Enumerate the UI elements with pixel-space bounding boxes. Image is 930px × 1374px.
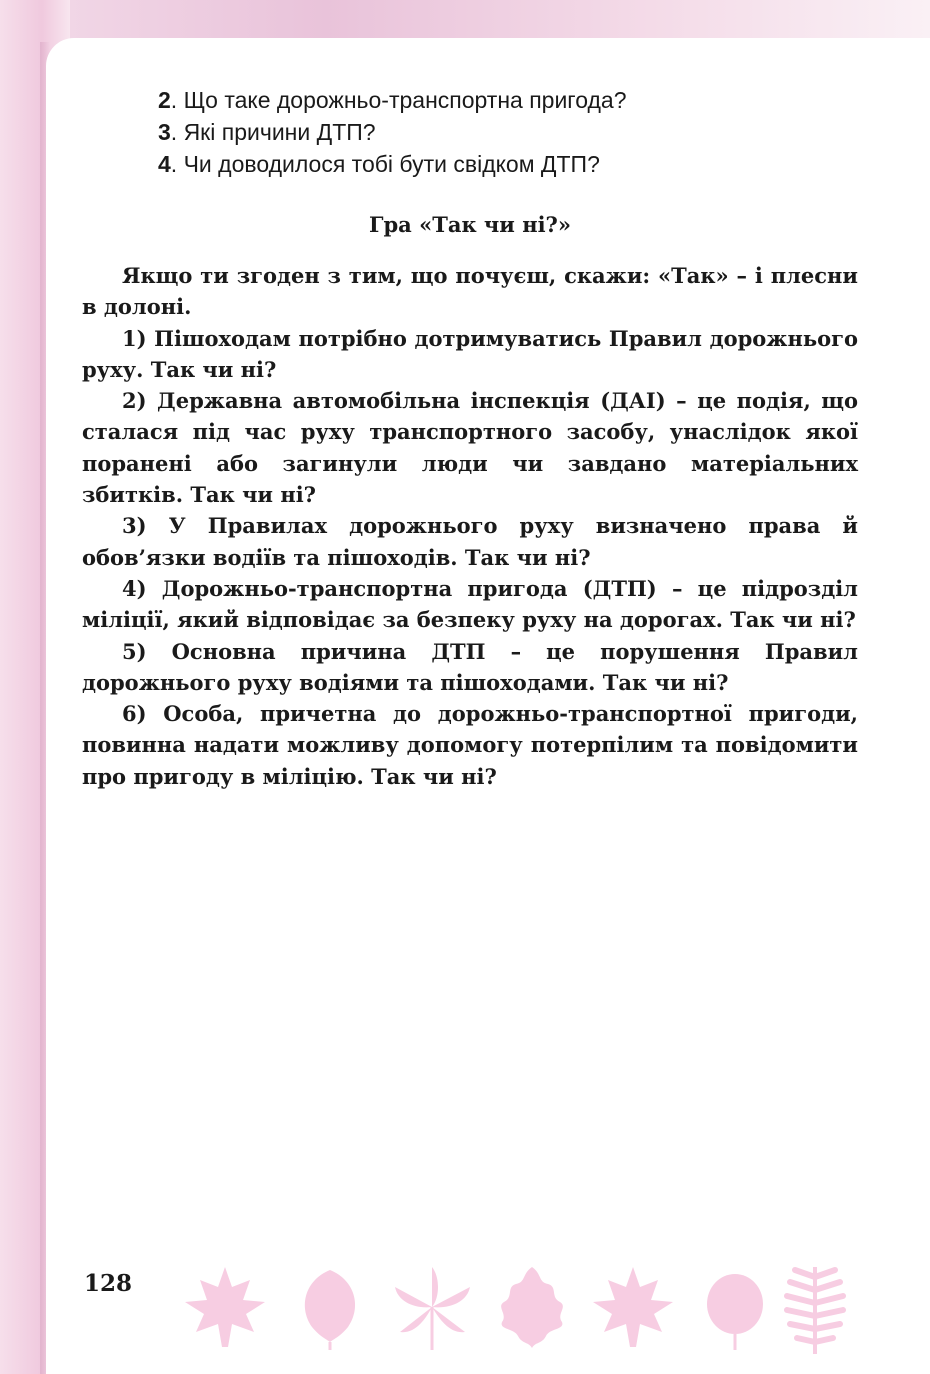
game-statement-1: 1) Пішоходам потрібно дотримуватись Правил дорожнього руху. Так чи ні? [82,325,858,382]
question-list [158,84,858,180]
question-text: . Чи доводилося тобі бути свідком ДТП? [170,151,600,177]
question-number: 3 [158,119,171,145]
question-text: . Які причини ДТП? [170,119,376,145]
question-number: 4 [158,151,171,177]
chestnut-leaf-icon [385,1262,480,1352]
game-statement-5: 5) Основна причина ДТП – це порушення Правил дорожнього руху водіями та пішоходами. Так чи ні? [82,638,858,695]
page-number: 128 [84,1270,133,1297]
leaf-decoration [170,1262,870,1362]
oak-leaf-icon [490,1262,575,1352]
question-item [158,116,858,148]
question-number: 2 [158,87,171,113]
game-statement-6: 6) Особа, причетна до дорожньо-транспортної пригоди, повинна надати можливу допомогу потерпілим та повідомити про пригоду в міліцію. Так чи ні? [82,701,858,789]
question-text: . Що таке дорожньо-транспортна пригода? [170,87,627,113]
game-statement-3: 3) У Правилах дорожнього руху визначено права й обов’язки водіїв та пішоходів. Так чи ні? [82,513,858,570]
game-statement-4: 4) Дорожньо-транспортна пригода (ДТП) – це підрозділ міліції, який відповідає за безпеку руху на дорогах. Так чи ні? [82,575,858,633]
question-item [158,84,858,116]
maple-leaf-icon [180,1262,270,1352]
game-intro: Якщо ти згоден з тим, що почуєш, скажи: «Так» – і плесни в долоні. [82,263,858,320]
fern-leaf-icon [775,1262,855,1357]
question-item [158,148,858,180]
game-text [82,260,858,792]
round-leaf-icon [695,1262,775,1352]
maple-leaf-icon [588,1262,678,1352]
game-statement-2: 2) Державна автомобільна інспекція (ДАІ) – це подія, що сталася під час руху транспортного засобу, унаслідок якої поранені або загинули люди чи завдано матеріальних збитків. Так чи ні? [82,388,858,508]
birch-leaf-icon [290,1262,370,1352]
game-title: Гра «Так чи ні?» [369,212,571,237]
